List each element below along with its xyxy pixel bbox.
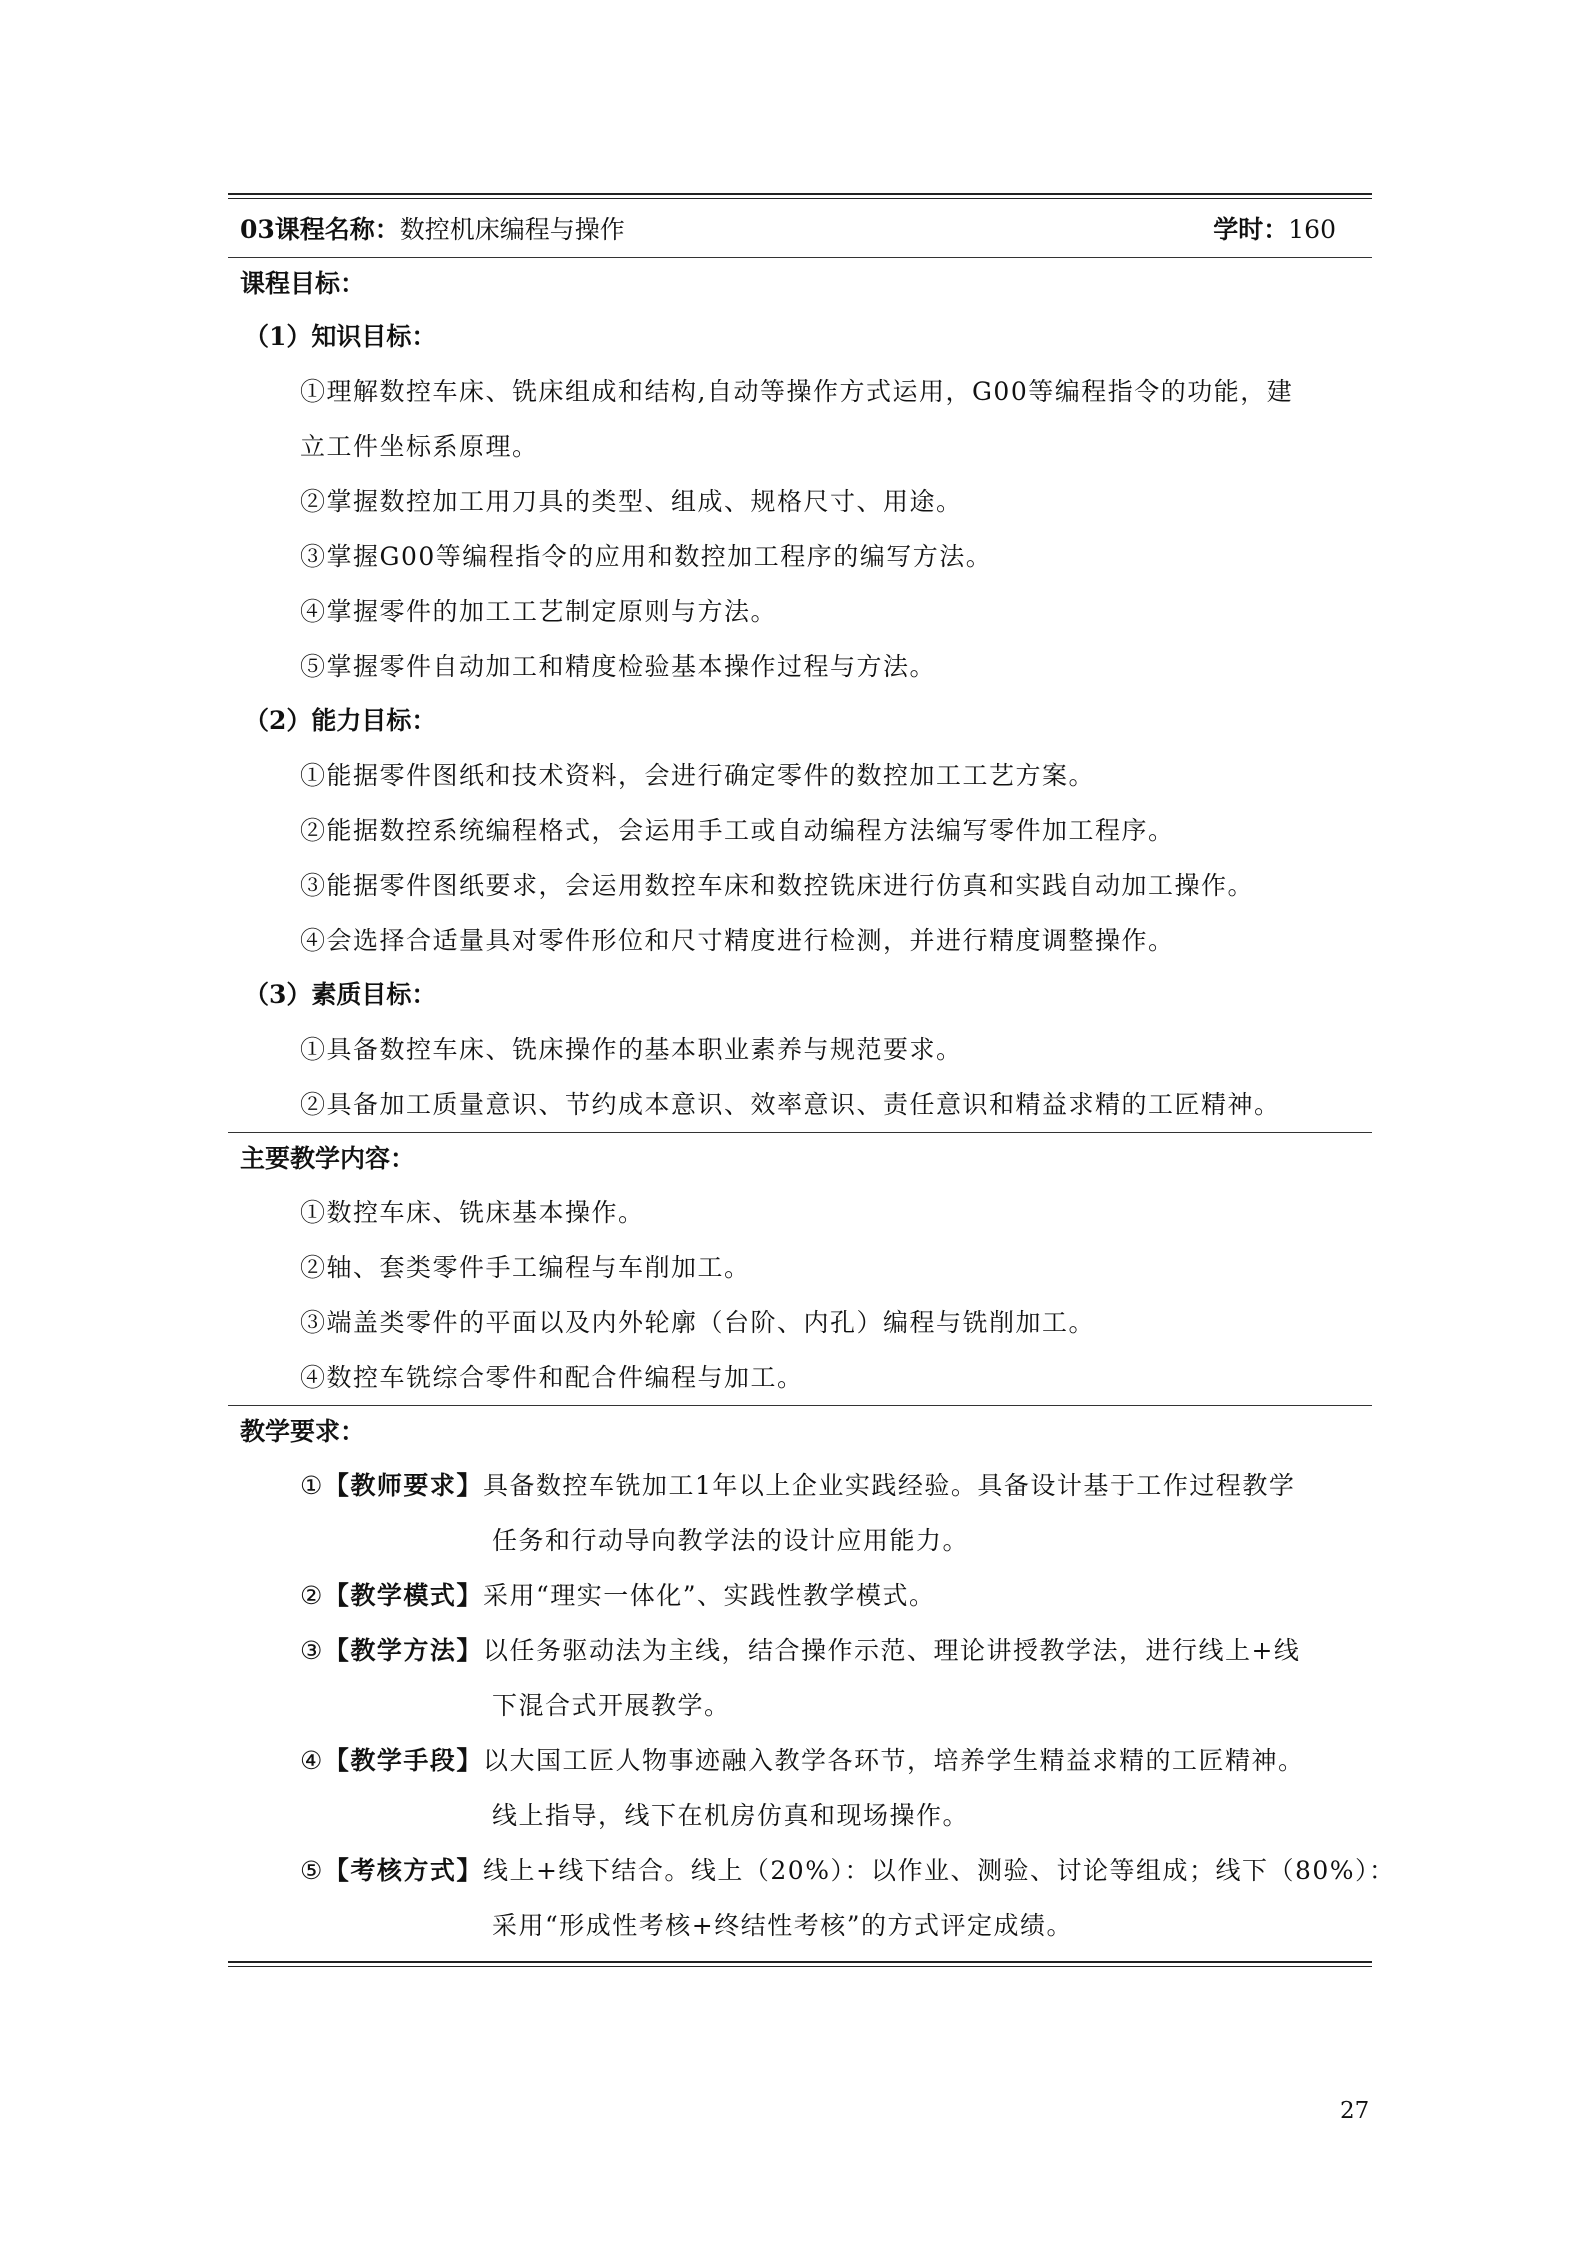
requirement-number: ⑤	[300, 1856, 324, 1885]
requirement-text: 以任务驱动法为主线，结合操作示范、理论讲授教学法，进行线上+线	[482, 1636, 1301, 1665]
course-title	[240, 210, 625, 246]
requirement-item	[240, 1568, 1372, 1623]
requirement-text-cont: 任务和行动导向教学法的设计应用能力。	[492, 1526, 970, 1555]
ability-title: （2）能力目标：	[244, 706, 437, 735]
course-table	[228, 193, 1396, 1967]
list-item: ①数控车床、铣床基本操作。	[300, 1198, 645, 1227]
requirement-number: ①	[300, 1471, 324, 1500]
course-header	[228, 199, 1372, 257]
list-item: ①能据零件图纸和技术资料，会进行确定零件的数控加工工艺方案。	[300, 761, 1096, 790]
requirement-label: 【教学模式】	[323, 1581, 483, 1610]
requirement-label: 【教师要求】	[323, 1471, 483, 1500]
list-item: ①具备数控车床、铣床操作的基本职业素养与规范要求。	[300, 1035, 963, 1064]
list-item: 立工件坐标系原理。	[300, 432, 539, 461]
quality-title: （3）素质目标：	[244, 980, 437, 1009]
requirement-text: 以大国工匠人物事迹融入教学各环节，培养学生精益求精的工匠精神。	[482, 1746, 1305, 1775]
requirement-item	[240, 1458, 1372, 1568]
requirement-text-cont: 采用“形成性考核+终结性考核”的方式评定成绩。	[492, 1911, 1074, 1940]
list-item: ③能据零件图纸要求，会运用数控车床和数控铣床进行仿真和实践自动加工操作。	[300, 871, 1255, 900]
list-item: ④会选择合适量具对零件形位和尺寸精度进行检测，并进行精度调整操作。	[300, 926, 1175, 955]
list-item: ①理解数控车床、铣床组成和结构,自动等操作方式运用，G00等编程指令的功能，建	[300, 377, 1294, 406]
list-item: ③端盖类零件的平面以及内外轮廓（台阶、内孔）编程与铣削加工。	[300, 1308, 1096, 1337]
bottom-rule	[228, 1961, 1372, 1967]
list-item: ②轴、套类零件手工编程与车削加工。	[300, 1253, 751, 1282]
list-item: ⑤掌握零件自动加工和精度检验基本操作过程与方法。	[300, 652, 937, 681]
course-label: 03课程名称：	[240, 215, 400, 244]
course-name: 数控机床编程与操作	[399, 215, 625, 244]
knowledge-title: （1）知识目标：	[244, 322, 437, 351]
objectives-section	[228, 258, 1372, 1132]
list-item: ②具备加工质量意识、节约成本意识、效率意识、责任意识和精益求精的工匠精神。	[300, 1090, 1281, 1119]
requirement-label: 【教学手段】	[323, 1746, 483, 1775]
requirement-text: 具备数控车铣加工1年以上企业实践经验。具备设计基于工作过程教学	[482, 1471, 1296, 1500]
requirement-text-cont: 下混合式开展教学。	[492, 1691, 731, 1720]
hours-label: 学时：	[1213, 215, 1289, 244]
requirements-title: 教学要求：	[240, 1417, 366, 1446]
list-item: ④掌握零件的加工工艺制定原则与方法。	[300, 597, 778, 626]
content-section	[228, 1133, 1372, 1405]
list-item: ②能据数控系统编程格式，会运用手工或自动编程方法编写零件加工程序。	[300, 816, 1175, 845]
requirement-text-cont: 线上指导，线下在机房仿真和现场操作。	[492, 1801, 970, 1830]
page-number: 27	[1340, 2098, 1370, 2124]
requirement-number: ②	[300, 1581, 324, 1610]
requirements-section	[228, 1406, 1396, 1953]
requirement-number: ③	[300, 1636, 324, 1665]
requirement-label: 【考核方式】	[323, 1856, 483, 1885]
requirement-text: 采用“理实一体化”、实践性教学模式。	[482, 1581, 936, 1610]
objectives-title: 课程目标：	[240, 269, 366, 298]
requirement-item	[240, 1623, 1372, 1733]
requirement-item	[240, 1843, 1396, 1953]
course-hours	[1213, 210, 1336, 246]
requirement-label: 【教学方法】	[323, 1636, 483, 1665]
content-title: 主要教学内容：	[240, 1144, 416, 1173]
hours-value: 160	[1288, 215, 1336, 244]
requirement-text: 线上+线下结合。线上（20%）：以作业、测验、讨论等组成；线下（80%）：	[482, 1856, 1396, 1885]
list-item: ②掌握数控加工用刀具的类型、组成、规格尺寸、用途。	[300, 487, 963, 516]
requirement-item	[240, 1733, 1372, 1843]
list-item: ③掌握G00等编程指令的应用和数控加工程序的编写方法。	[300, 542, 993, 571]
list-item: ④数控车铣综合零件和配合件编程与加工。	[300, 1363, 804, 1392]
requirement-number: ④	[300, 1746, 324, 1775]
